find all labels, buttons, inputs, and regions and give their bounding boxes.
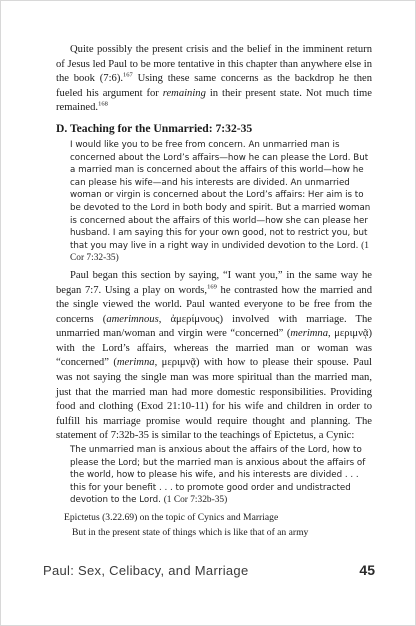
transliterated-term: amerimnous (106, 313, 159, 325)
paragraph-text: Quite possibly the present crisis and the belief in the imminent return of Jesus led Paul to be more tentative in this chapter than anywhere else in the book (7:6). (56, 44, 372, 85)
footnote-ref: 168 (98, 100, 108, 108)
greek-term: , μεριμνᾷ (328, 328, 369, 340)
paragraph-text: ) with the Lord’s affairs, whereas the married man or woman was “concerned” ( (56, 328, 372, 369)
page-footer (43, 562, 375, 578)
paragraph-text: Using these same concerns as the backdrop he then fueled his argument for (56, 73, 372, 99)
paragraph-text: ) involved with marriage. The unmarried man/woman and virgin were “concerned” ( (56, 313, 372, 340)
transliterated-term: merimna (116, 357, 155, 369)
quote-text: The unmarried man is anxious about the affairs of the Lord, how to please the Lord; but the married man is anxious about the affairs of the world, how to please his wife, and his interests are divided . . . this for your benefit . . . to promote good order and undistracted devotion to the Lord. (70, 445, 366, 506)
epictetus-heading: Epictetus (3.22.69) on the topic of Cynics and Marriage (64, 512, 279, 523)
quote-text: I would like you to be free from concern. An unmarried man is concerned about the Lord’s affairs—how he can please the Lord. But a married man is concerned about the affairs of this world—how he can please his wife—and his interests are divided. An unmarried woman or virgin is concerned about the Lord’s affairs: Her aim is to be devoted to the Lord in both body and spirit. But a married woman is concerned about the affairs of this world—how she can please her husband. I am saying this for your own good, not to restrict you, but that you may live in a right way in undivided devotion to the Lord. (70, 139, 371, 251)
footnote-ref: 167 (123, 71, 133, 79)
paragraph-text: Paul began this section by saying, “I want you,” in the same way he began 7:7. Using a play on words, (56, 269, 372, 296)
section-heading: D. Teaching for the Unmarried: 7:32-35 (56, 121, 253, 135)
epictetus-quote-start: But in the present state of things which is like that of an army (72, 527, 309, 539)
emphasis-term: remaining (162, 87, 206, 99)
footnote-ref: 169 (207, 282, 217, 290)
paragraph-text: ) with how to please their spouse. Paul was not saying the single man was more spiritual than the married man, just that the married man had more domestic responsibilities. Providing food and clothing (Exod 21:10-11) for his wife and children in order to fulfill his marriage promise would require thought and planning. The statement of 7:32b-35 is similar to the teachings of Epictetus, a Cynic: (56, 357, 372, 442)
paragraph-text: he contrasted how the married and the single viewed the world. Paul wanted everyone to be free from the concerns ( (56, 284, 372, 325)
greek-term: , ἀμερίμνους (158, 313, 220, 325)
transliterated-term: merimna (290, 328, 329, 340)
paragraph-text: in their present state. Not much time remained. (56, 87, 372, 114)
quote-citation: (1 Cor 7:32b-35) (163, 495, 228, 506)
block-quote-1-cor (70, 139, 372, 265)
page-content (56, 43, 372, 539)
page-number: 45 (359, 562, 375, 578)
quote-citation: (1 Cor 7:32-35) (70, 240, 369, 264)
paragraph-teaching (56, 269, 372, 444)
block-quote-epictetus-comparison (70, 444, 372, 507)
paragraph-crisis (56, 43, 372, 116)
greek-term: , μεριμνᾷ (154, 357, 196, 369)
running-title: Paul: Sex, Celibacy, and Marriage (43, 563, 249, 578)
